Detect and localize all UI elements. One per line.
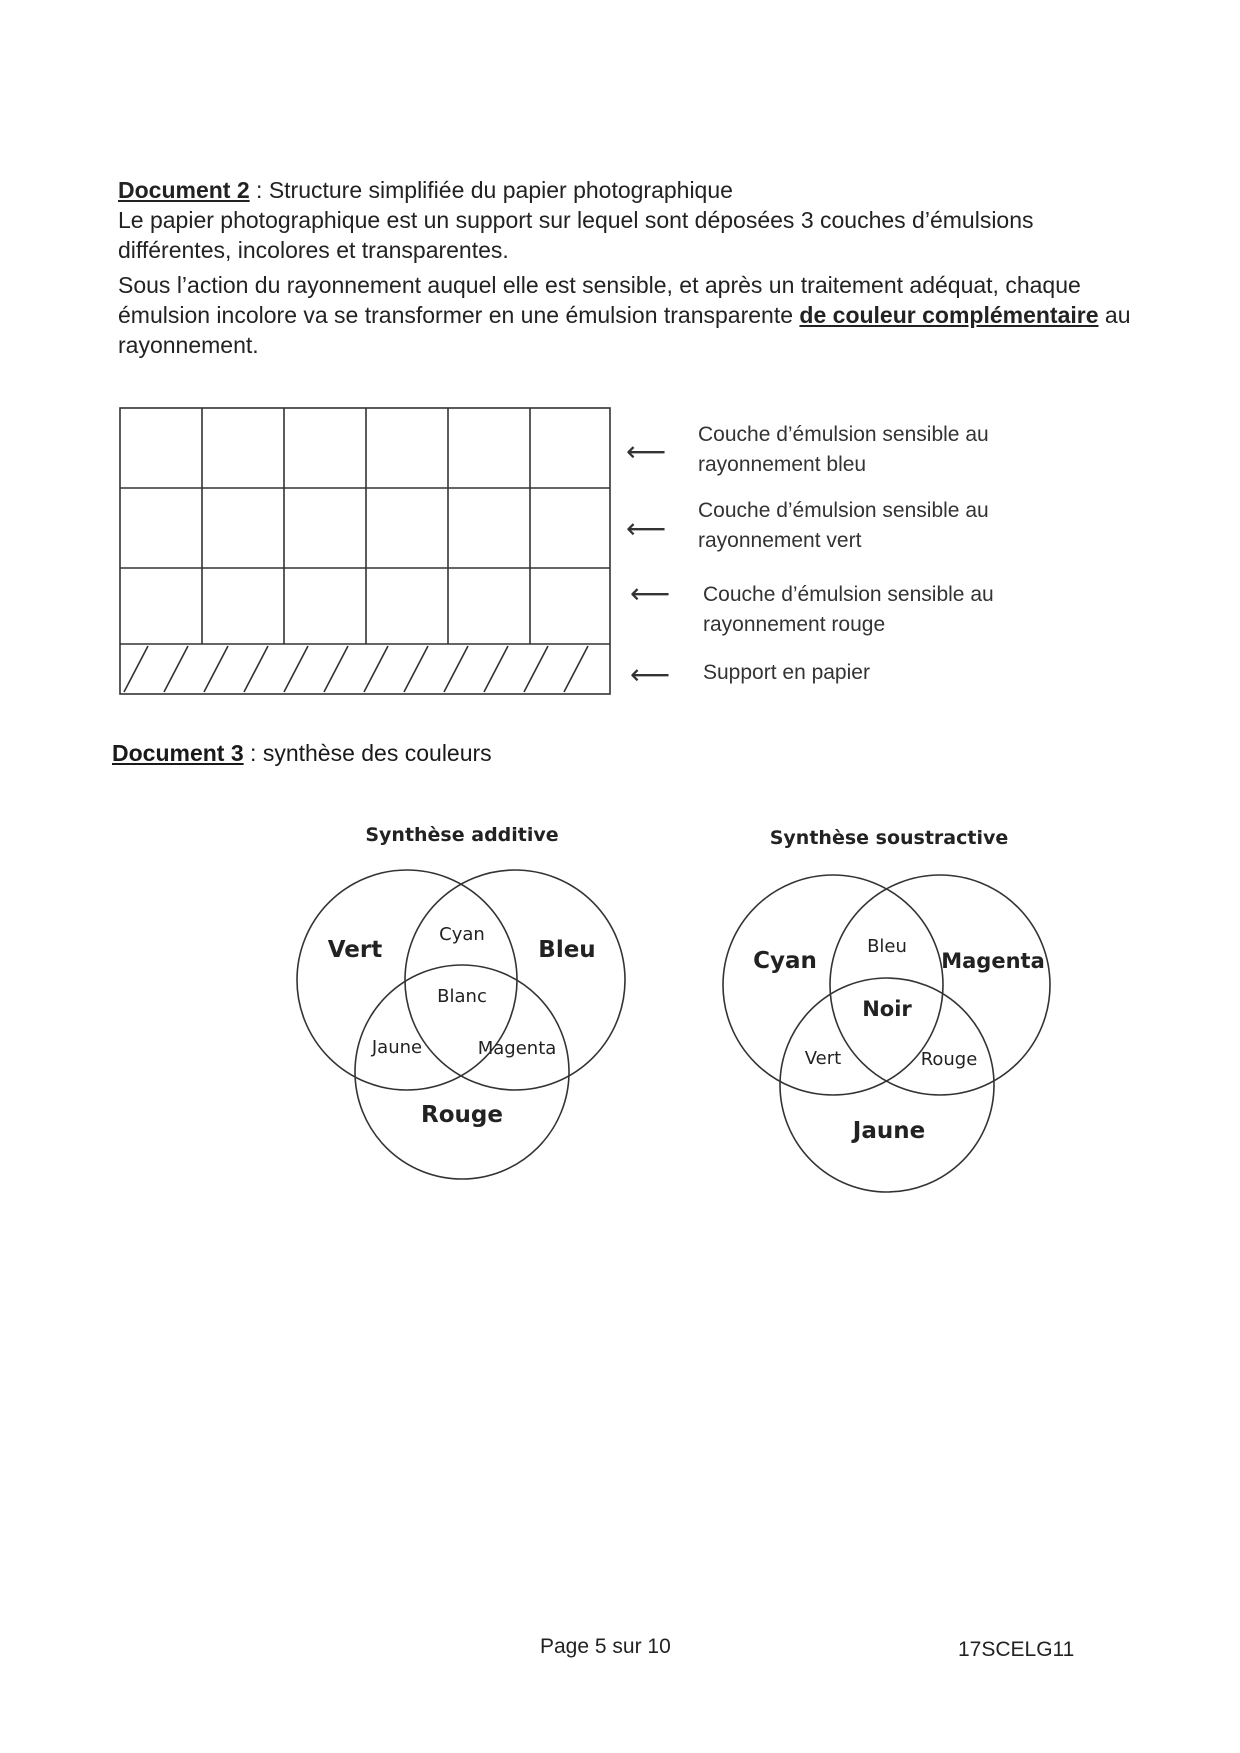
doc2-paragraph-2 <box>118 270 1138 360</box>
layer-label-red: Couche d’émulsion sensible au rayonnement rouge <box>703 583 994 636</box>
doc2-p2-emph: de couleur complémentaire <box>799 302 1099 328</box>
doc2-heading <box>118 175 1138 205</box>
doc2-title-label: Document 2 <box>118 177 250 203</box>
venn-additive-title: Synthèse additive <box>365 824 559 846</box>
arrow-left-icon: ⟵ <box>626 513 667 544</box>
doc3-title-sep: : <box>243 740 263 766</box>
layers-outline <box>120 408 610 694</box>
paper-support-hatching <box>124 646 588 692</box>
doc3-heading <box>112 740 492 767</box>
photo-paper-layers-diagram <box>110 400 620 705</box>
label-cyan: Cyan <box>439 924 485 945</box>
doc2-p2-end: au rayonnement. <box>118 302 1131 358</box>
label-rouge: Rouge <box>421 1102 503 1128</box>
label-cyan: Cyan <box>753 948 817 974</box>
label-jaune: Jaune <box>371 1037 423 1058</box>
doc2-title-sep: : <box>249 177 269 203</box>
doc2-p2-start: Sous l’action du rayonnement auquel elle est sensible, et après un traitement adéquat, chaque émulsion incolore va se transformer en une émulsion transparente <box>118 272 1081 328</box>
document-code: 17SCELG11 <box>958 1638 1075 1661</box>
doc3-title-label: Document 3 <box>112 740 244 766</box>
venn-subtractive-title: Synthèse soustractive <box>769 827 1009 849</box>
arrow-left-icon: ⟵ <box>630 659 671 690</box>
venn-subtractive <box>703 815 1073 1195</box>
layer-label-support: Support en papier <box>703 661 870 684</box>
label-bleu: Bleu <box>538 937 596 963</box>
label-rouge: Rouge <box>920 1049 978 1070</box>
doc2-title-text: Structure simplifiée du papier photographique <box>268 177 733 203</box>
layer-label-green: Couche d’émulsion sensible au rayonnement vert <box>698 499 989 552</box>
doc2-paragraph-1: Le papier photographique est un support sur lequel sont déposées 3 couches d’émulsions différentes, incolores et transparentes. <box>118 207 1034 263</box>
arrow-left-icon: ⟵ <box>630 578 671 609</box>
label-noir: Noir <box>862 997 912 1021</box>
layer-label-blue: Couche d’émulsion sensible au rayonnement bleu <box>698 423 989 476</box>
doc3-title-text: synthèse des couleurs <box>262 740 492 766</box>
label-vert: Vert <box>804 1048 842 1069</box>
label-magenta: Magenta <box>477 1038 557 1059</box>
label-blanc: Blanc <box>437 986 487 1007</box>
label-vert: Vert <box>327 937 383 963</box>
label-magenta: Magenta <box>941 949 1045 973</box>
label-jaune: Jaune <box>852 1118 926 1144</box>
arrow-left-icon: ⟵ <box>626 436 667 467</box>
page-number: Page 5 sur 10 <box>540 1635 671 1658</box>
label-bleu: Bleu <box>867 936 907 957</box>
venn-additive <box>280 815 650 1185</box>
